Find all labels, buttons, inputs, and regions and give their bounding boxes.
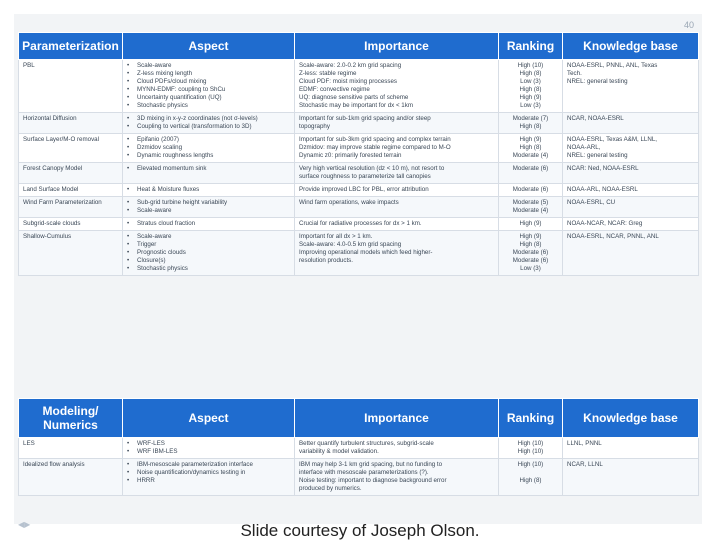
slide-caption: Slide courtesy of Joseph Olson.: [240, 521, 480, 540]
ranking-line: High (9): [519, 220, 542, 227]
importance-line: Stochastic may be important for dx < 1km: [299, 102, 414, 109]
table-row: [19, 134, 699, 163]
knowledge-line: Tech.: [567, 70, 582, 77]
importance-line: resolution products.: [299, 257, 353, 264]
importance-cell: [295, 60, 499, 113]
aspect-bullet: • Coupling to vertical (transformation to 3D): [127, 123, 290, 131]
aspect-bullet: • Heat & Moisture fluxes: [127, 186, 290, 194]
importance-line: produced by numerics.: [299, 485, 362, 492]
ranking-line: Moderate (6): [512, 186, 549, 193]
ranking-cell: [499, 184, 563, 197]
aspect-bullet: • Epifanio (2007): [127, 136, 290, 144]
importance-line: Better quantify turbulent structures, subgrid-scale: [299, 440, 434, 447]
ranking-line: High (8): [519, 86, 542, 93]
knowledge-line: NREL: general testing: [567, 78, 628, 85]
aspect-bullet: • 3D mixing in x-y-z coordinates (not σ-levels): [127, 115, 290, 123]
aspect-bullet: • Stratus cloud fraction: [127, 220, 290, 228]
knowledge-line: NOAA-ESRL, CU: [567, 199, 616, 206]
ranking-line: Low (3): [520, 265, 541, 272]
knowledge-line: NCAR, NOAA-ESRL: [567, 115, 624, 122]
ranking-cell: [499, 459, 563, 496]
aspect-bullet: • Z-less mixing length: [127, 70, 290, 78]
ranking-cell: [499, 218, 563, 231]
importance-cell: [295, 184, 499, 197]
header-line: Modeling/: [42, 404, 99, 418]
header-parameterization: Parameterization: [19, 33, 123, 60]
ranking-line: Low (3): [520, 78, 541, 85]
aspect-cell: [123, 459, 295, 496]
importance-cell: [295, 231, 499, 276]
knowledge-cell: [563, 438, 699, 459]
importance-line: Dzmidov: may improve stable regime compared to M-O: [299, 144, 451, 151]
importance-line: Scale-aware: 4.0-0.5 km grid spacing: [299, 241, 402, 248]
importance-line: Provide improved LBC for PBL, error attribution: [299, 186, 429, 193]
importance-line: variability & model validation.: [299, 448, 379, 455]
aspect-cell: [123, 184, 295, 197]
aspect-cell: [123, 197, 295, 218]
parameter-cell: LES: [19, 438, 123, 459]
ranking-cell: [499, 197, 563, 218]
importance-line: Z-less: stable regime: [299, 70, 357, 77]
knowledge-line: NOAA-NCAR, NCAR: Greg: [567, 220, 643, 227]
header-knowledge-base: Knowledge base: [563, 399, 699, 438]
aspect-cell: [123, 231, 295, 276]
aspect-bullet: • Trigger: [127, 241, 290, 249]
importance-line: Scale-aware: 2.0-0.2 km grid spacing: [299, 62, 402, 69]
importance-line: Important for sub-3km grid spacing and complex terrain: [299, 136, 451, 143]
table-row: [19, 163, 699, 184]
aspect-bullet: • Prognostic clouds: [127, 249, 290, 257]
ranking-line: Moderate (6): [512, 257, 549, 264]
aspect-bullet: • Dzmidov scaling: [127, 144, 290, 152]
importance-cell: [295, 197, 499, 218]
importance-line: EDMF: convective regime: [299, 86, 370, 93]
table-row: [19, 438, 699, 459]
ranking-cell: [499, 438, 563, 459]
aspect-bullet: • HRRR: [127, 477, 290, 485]
ranking-line: High (8): [519, 70, 542, 77]
importance-line: Improving operational models which feed higher-: [299, 249, 433, 256]
parameter-cell: Idealized flow analysis: [19, 459, 123, 496]
aspect-bullet: • Stochastic physics: [127, 265, 290, 273]
importance-cell: [295, 218, 499, 231]
knowledge-cell: [563, 163, 699, 184]
ranking-cell: [499, 113, 563, 134]
ranking-line: Moderate (4): [512, 152, 549, 159]
knowledge-line: LLNL, PNNL: [567, 440, 602, 447]
importance-cell: [295, 113, 499, 134]
ranking-line: High (8): [519, 477, 542, 484]
table-row: [19, 197, 699, 218]
aspect-cell: [123, 218, 295, 231]
knowledge-line: NOAA-ESRL, PNNL, ANL, Texas: [567, 62, 658, 69]
aspect-bullet: • Stochastic physics: [127, 102, 290, 110]
ranking-line: High (9): [519, 94, 542, 101]
importance-line: Very high vertical resolution (dz < 10 m), not resort to: [299, 165, 445, 172]
ranking-line: High (8): [519, 241, 542, 248]
ranking-line: Moderate (6): [512, 165, 549, 172]
parameter-cell: Horizontal Diffusion: [19, 113, 123, 134]
ranking-line: [503, 469, 558, 477]
parameterization-table: [18, 32, 699, 276]
ranking-line: High (10): [517, 448, 544, 455]
aspect-bullet: • Uncertainty quantification (UQ): [127, 94, 290, 102]
knowledge-line: NCAR: Ned, NOAA-ESRL: [567, 165, 639, 172]
importance-cell: [295, 134, 499, 163]
table-header-row: [19, 33, 699, 60]
table-row: [19, 218, 699, 231]
ranking-line: High (8): [519, 123, 542, 130]
aspect-cell: [123, 134, 295, 163]
parameter-cell: Wind Farm Parameterization: [19, 197, 123, 218]
header-knowledge-base: Knowledge base: [563, 33, 699, 60]
knowledge-cell: [563, 197, 699, 218]
importance-line: Cloud PDF: moist mixing processes: [299, 78, 397, 85]
aspect-cell: [123, 163, 295, 184]
aspect-bullet: • Closure(s): [127, 257, 290, 265]
ranking-line: Moderate (4): [512, 207, 549, 214]
ranking-line: High (9): [519, 136, 542, 143]
header-line: Numerics: [43, 418, 98, 432]
importance-line: UQ: diagnose sensitive parts of scheme: [299, 94, 409, 101]
knowledge-line: NOAA-ARL,: [567, 144, 601, 151]
aspect-bullet: • Cloud PDFs/cloud mixing: [127, 78, 290, 86]
aspect-cell: [123, 60, 295, 113]
importance-line: Important for all dx > 1 km.: [299, 233, 373, 240]
table-row: [19, 459, 699, 496]
knowledge-cell: [563, 134, 699, 163]
ranking-line: High (10): [517, 440, 544, 447]
parameter-cell: PBL: [19, 60, 123, 113]
importance-line: interface with mesoscale parameterizations (?).: [299, 469, 429, 476]
table-row: [19, 113, 699, 134]
header-importance: Importance: [295, 33, 499, 60]
knowledge-line: NREL: general testing: [567, 152, 628, 159]
aspect-bullet: • Dynamic roughness lengths: [127, 152, 290, 160]
ranking-line: High (8): [519, 144, 542, 151]
table-separator: [14, 382, 702, 394]
importance-cell: [295, 438, 499, 459]
header-ranking: Ranking: [499, 33, 563, 60]
ranking-line: Moderate (6): [512, 249, 549, 256]
importance-cell: [295, 459, 499, 496]
knowledge-line: NOAA-ESRL, Texas A&M, LLNL,: [567, 136, 657, 143]
aspect-bullet: • WRF-LES: [127, 440, 290, 448]
importance-line: Crucial for radiative processes for dx > 1 km.: [299, 220, 422, 227]
parameter-cell: Forest Canopy Model: [19, 163, 123, 184]
importance-line: surface roughness to parameterize tall canopies: [299, 173, 431, 180]
ranking-cell: [499, 163, 563, 184]
importance-line: Important for sub-1km grid spacing and/or steep: [299, 115, 431, 122]
ranking-line: Moderate (5): [512, 199, 549, 206]
ranking-cell: [499, 60, 563, 113]
knowledge-cell: [563, 113, 699, 134]
ranking-cell: [499, 134, 563, 163]
table-row: [19, 231, 699, 276]
aspect-bullet: • WRF IBM-LES: [127, 448, 290, 456]
header-importance: Importance: [295, 399, 499, 438]
knowledge-cell: [563, 60, 699, 113]
ranking-line: High (9): [519, 233, 542, 240]
header-aspect: Aspect: [123, 33, 295, 60]
aspect-bullet: • Elevated momentum sink: [127, 165, 290, 173]
knowledge-cell: [563, 231, 699, 276]
importance-line: Noise testing: important to diagnose background error: [299, 477, 447, 484]
importance-cell: [295, 163, 499, 184]
aspect-bullet: • Scale-aware: [127, 62, 290, 70]
header-ranking: Ranking: [499, 399, 563, 438]
modeling-numerics-table: [18, 398, 699, 496]
ranking-line: Low (3): [520, 102, 541, 109]
aspect-bullet: • IBM-mesoscale parameterization interface: [127, 461, 290, 469]
knowledge-line: NOAA-ARL, NOAA-ESRL: [567, 186, 638, 193]
knowledge-line: NOAA-ESRL, NCAR, PNNL, ANL: [567, 233, 659, 240]
header-aspect: Aspect: [123, 399, 295, 438]
slide-nav-icon[interactable]: ◀▶: [18, 520, 31, 529]
aspect-cell: [123, 438, 295, 459]
knowledge-line: NCAR, LLNL: [567, 461, 603, 468]
table-header-row: [19, 399, 699, 438]
page-number: 40: [683, 20, 694, 30]
table-row: [19, 184, 699, 197]
aspect-bullet: • Sub-grid turbine height variability: [127, 199, 290, 207]
knowledge-cell: [563, 218, 699, 231]
aspect-bullet: • Scale-aware: [127, 207, 290, 215]
ranking-line: Moderate (7): [512, 115, 549, 122]
parameter-cell: Shallow-Cumulus: [19, 231, 123, 276]
header-modeling-numerics: [19, 399, 123, 438]
aspect-bullet: • Scale-aware: [127, 233, 290, 241]
knowledge-cell: [563, 184, 699, 197]
ranking-line: High (10): [517, 461, 544, 468]
importance-line: IBM may help 3-1 km grid spacing, but no funding to: [299, 461, 443, 468]
importance-line: Wind farm operations, wake impacts: [299, 199, 399, 206]
table-row: [19, 60, 699, 113]
aspect-bullet: • Noise quantification/dynamics testing in: [127, 469, 290, 477]
parameter-cell: Subgrid-scale clouds: [19, 218, 123, 231]
importance-line: Dynamic z0: primarily forested terrain: [299, 152, 402, 159]
ranking-line: High (10): [517, 62, 544, 69]
knowledge-cell: [563, 459, 699, 496]
aspect-bullet: • MYNN-EDMF: coupling to ShCu: [127, 86, 290, 94]
parameter-cell: Land Surface Model: [19, 184, 123, 197]
importance-line: topography: [299, 123, 330, 130]
parameter-cell: Surface Layer/M-O removal: [19, 134, 123, 163]
aspect-cell: [123, 113, 295, 134]
ranking-cell: [499, 231, 563, 276]
